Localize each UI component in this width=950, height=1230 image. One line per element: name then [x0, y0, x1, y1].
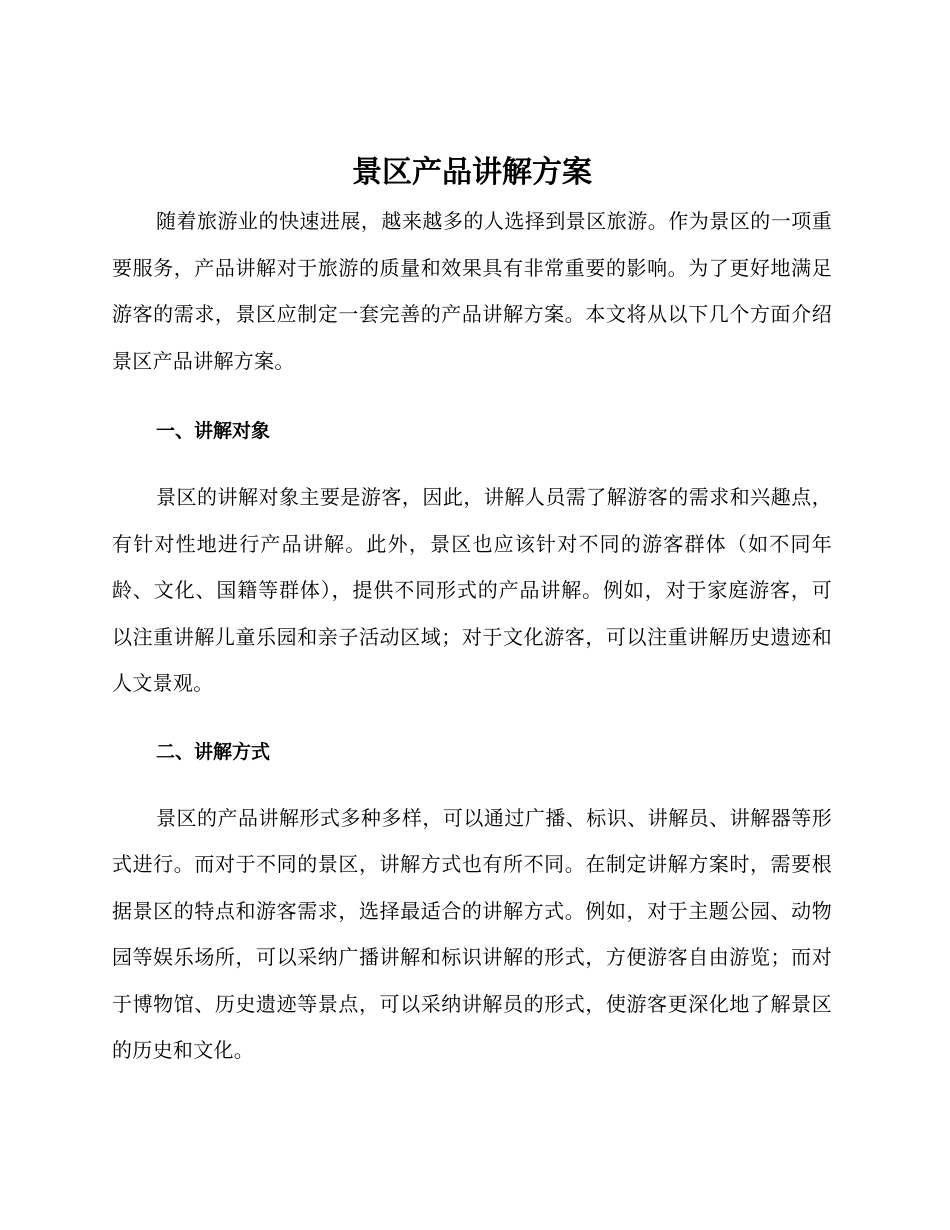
document-title: 景区产品讲解方案	[352, 155, 592, 190]
section-body-audience: 景区的讲解对象主要是游客，因此，讲解人员需了解游客的需求和兴趣点，有针对性地进行产品讲解。此外，景区也应该针对不同的游客群体（如不同年龄、文化、国籍等群体），提供不同形式的产品讲解。例如，对于家庭游客，可以注重讲解儿童乐园和亲子活动区域；对于文化游客，可以注重讲解历史遗迹和人文景观。	[112, 485, 832, 695]
section-body-method: 景区的产品讲解形式多种多样，可以通过广播、标识、讲解员、讲解器等形式进行。而对于不同的景区，讲解方式也有所不同。在制定讲解方案时，需要根据景区的特点和游客需求，选择最适合的讲解方式。例如，对于主题公园、动物园等娱乐场所，可以采纳广播讲解和标识讲解的形式，方便游客自由游览；而对于博物馆、历史遗迹等景点，可以采纳讲解员的形式，使游客更深化地了解景区的历史和文化。	[112, 805, 832, 1062]
section-heading-method: 二、讲解方式	[156, 740, 271, 763]
section-heading-audience: 一、讲解对象	[156, 420, 271, 442]
document-body	[112, 148, 832, 1074]
intro-paragraph: 随着旅游业的快速进展，越来越多的人选择到景区旅游。作为景区的一项重要服务，产品讲解对于旅游的质量和效果具有非常重要的影响。为了更好地满足游客的需求，景区应制定一套完善的产品讲解方案。本文将从以下几个方面介绍景区产品讲解方案。	[112, 209, 832, 373]
